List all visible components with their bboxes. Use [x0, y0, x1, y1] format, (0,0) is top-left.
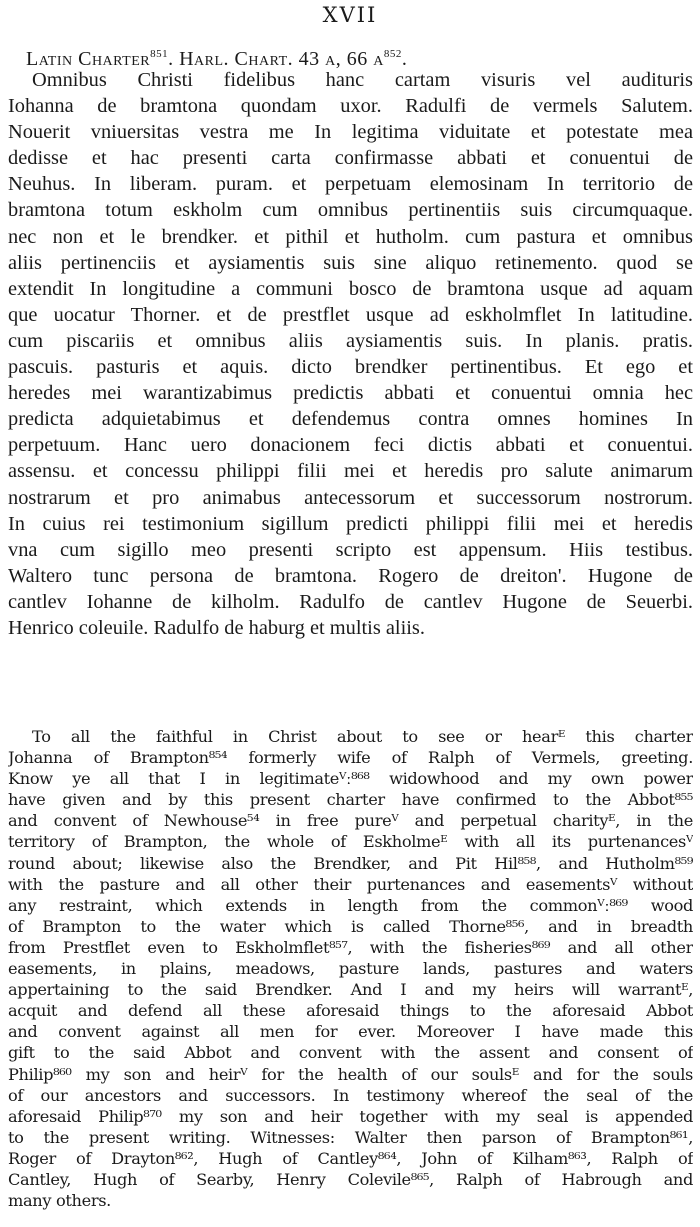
english-line: have given and by this present charter have confirmed to the Abbot⁸⁵⁵ [8, 790, 693, 810]
latin-line: vna cum sigillo meo presenti scripto est appensum. Hiis testibus. [8, 538, 693, 561]
english-line: of our ancestors and successors. In testimony whereof the seal of the [8, 1085, 693, 1105]
latin-line: In cuius rei testimonium sigillum predicti philippi filii mei et heredis [8, 512, 693, 535]
english-line: round about; likewise also the Brendker, and Pit Hil⁸⁵⁸, and Hutholm⁸⁵⁹ [8, 853, 693, 873]
latin-line: extendit In longitudine a communi bosco de bramtona usque ad aquam [8, 277, 693, 300]
latin-line: Waltero tunc persona de bramtona. Rogero de dreiton'. Hugone de [8, 564, 693, 587]
latin-line: pascuis. pasturis et aquis. dicto brendker pertinentibus. Et ego et [8, 356, 693, 379]
latin-text [8, 67, 693, 641]
latin-line: assensu. et concessu philippi filii mei et heredis pro salute animarum [8, 460, 693, 483]
title-footnote-1: 851 [150, 48, 169, 60]
english-line: easements, in plains, meadows, pasture lands, pastures and waters [8, 959, 693, 979]
english-line: and convent of Newhouse⁵⁴ in free pureⱽ and perpetual charityᴱ, in the [8, 811, 693, 831]
latin-line: nec non et le brendker. et pithil et hutholm. cum pastura et omnibus [8, 225, 693, 248]
english-line: and convent against all men for ever. Moreover I have made this [8, 1022, 693, 1042]
english-line: Philip⁸⁶⁰ my son and heirⱽ for the health of our soulsᴱ and for the souls [8, 1064, 693, 1084]
latin-line: cantleᴠ Iohanne de kilholm. Radulfo de cantleᴠ Hugone de Seuerbi. [8, 590, 693, 613]
title-part-1: Latin Charter [26, 48, 151, 70]
title-part-3: . [401, 48, 408, 70]
latin-line: Neuhus. In liberam. puram. et perpetuam elemosinam In territorio de [8, 173, 693, 196]
english-line: from Prestflet even to Eskholmflet⁸⁵⁷, with the fisheries⁸⁶⁹ and all other [8, 937, 693, 957]
latin-line: aliis pertinenciis et aysiamentis suis sine aliquo retinemento. quod se [8, 251, 693, 274]
english-line: Know ye all that I in legitimateⱽː⁸⁶⁸ widowhood and my own power [8, 769, 693, 789]
latin-line: dedisse et hac presenti carta confirmasse abbati et conuentui de [8, 147, 693, 170]
english-translation [8, 726, 693, 1211]
page-heading: XVII [322, 3, 378, 27]
latin-line: heredes mei warantizabimus predictis abbati et conuentui omnia hec [8, 382, 693, 405]
latin-line: Iohanna de bramtona quondam uxor. Radulfi de vermels Salutem. [8, 95, 693, 118]
english-line: Roger of Drayton⁸⁶², Hugh of Cantley⁸⁶⁴, John of Kilham⁸⁶³, Ralph of [8, 1148, 693, 1168]
english-line: appertaining to the said Brendker. And I and my heirs will warrantᴱ, [8, 980, 693, 1000]
english-line: many others. [8, 1191, 111, 1211]
latin-line: nostrarum et pro animabus antecessorum et successorum nostrorum. [8, 486, 693, 509]
english-line: To all the faithful in Christ about to see or hearᴱ this charter [32, 727, 693, 746]
latin-line: Henrico coleuile. Radulfo de haburg et multis aliis. [8, 616, 425, 639]
latin-line: bramtona totum eskholm cum omnibus pertinentiis suis circumquaque. [8, 199, 693, 222]
english-line: to the present writing. Witnesses: Walter then parson of Brampton⁸⁶¹, [8, 1127, 693, 1147]
latin-line: que uocatur Thorner. et de prestflet usque ad eskholmflet In latitudine. [8, 303, 693, 326]
latin-line: predicta adquietabimus et defendemus contra omnes homines In [8, 408, 693, 431]
title-part-2: . Harl. Chart. 43 a, 66 a [168, 48, 384, 70]
latin-line: Nouerit vniuersitas vestra me In legitima viduitate et potestate mea [8, 121, 693, 144]
latin-line: cum piscariis et omnibus aliis aysiamentis suis. In planis. pratis. [8, 329, 693, 352]
latin-line: perpetuum. Hanc uero donacionem feci dictis abbati et conuentui. [8, 434, 693, 457]
english-line: Cantley, Hugh of Searby, Henry Colevile⁸⁶⁵, Ralph of Habrough and [8, 1169, 693, 1189]
english-line: aforesaid Philip⁸⁷⁰ my son and heir together with my seal is appended [8, 1106, 693, 1126]
english-line: any restraint, which extends in length from the commonⱽː⁸⁶⁹ wood [8, 895, 693, 915]
english-line: of Brampton to the water which is called Thorne⁸⁵⁶, and in breadth [8, 916, 693, 936]
english-line: Johanna of Brampton⁸⁵⁴ formerly wife of Ralph of Vermels, greeting. [8, 748, 693, 768]
english-line: with the pasture and all other their purtenances and easementsⱽ without [8, 874, 693, 894]
english-line: territory of Brampton, the whole of Eskholmeᴱ with all its purtenancesⱽ [8, 832, 693, 852]
english-line: gift to the said Abbot and convent with the assent and consent of [8, 1043, 693, 1063]
latin-line: Omnibus Christi fidelibus hanc cartam visuris vel audituris [32, 69, 693, 91]
title-footnote-2: 852 [383, 48, 402, 60]
english-line: acquit and defend all these aforesaid things to the aforesaid Abbot [8, 1001, 693, 1021]
